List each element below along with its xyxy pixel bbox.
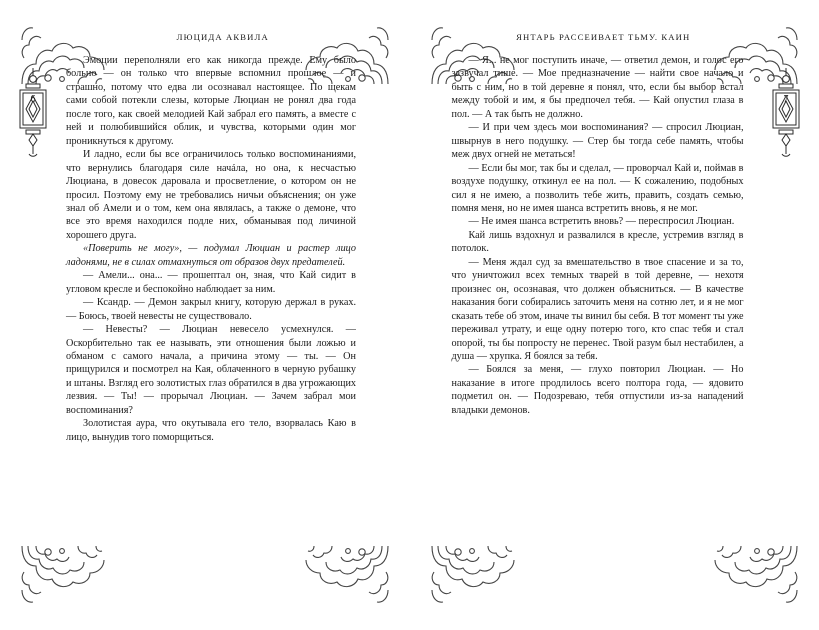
page-number-medallion-left <box>10 66 56 158</box>
paragraph: — И при чем здесь мои воспоминания? — спросил Люциан, швырнув в него подушку. — Стер бы тогда себе память, чтобы меж двух огней не метаться! <box>451 122 744 161</box>
paragraph: Эмоции переполняли его как никогда прежде. Ему было больно — он только что впервые вспомнил прошлое — и страшно, потому что едва ли осознавал настоящее. По щекам сами собой потекли слезы, которые Люциан не ронял два года после того, как своей мелодией Кай забрал его память, а вместе с ней и полюбившийся облик, и чувства, которыми один мог проникнуться к другому. <box>66 55 356 147</box>
paragraph: — Ксандр. — Демон закрыл книгу, которую держал в руках. — Боюсь, твоей невесты не существовало. <box>66 297 356 322</box>
running-head-left: ЛЮЦИДА АКВИЛА <box>176 32 269 42</box>
cloud-ornament-bottom-inner-right-icon <box>428 542 524 612</box>
page-number-left: 6 <box>30 94 36 105</box>
right-page <box>410 0 819 630</box>
page-number-medallion-right <box>763 66 809 158</box>
paragraph: «Поверить не могу», — подумал Люциан и растер лицо ладонями, не в силах отмахнуться от образов двух предателей. <box>66 243 356 268</box>
paragraph: — Амели... она... — прошептал он, зная, что Кай сидит в угловом кресле и беспокойно наблюдает за ним. <box>66 270 356 295</box>
paragraph: — Боялся за меня, — глухо повторил Люциан. — Но наказание в итоге продлилось всего полтора года, — ядовито подметил он. — Подозреваю, тебя отпустили из-за нападений владыки демонов. <box>451 364 744 416</box>
body-text-left <box>66 54 356 444</box>
cloud-ornament-bottom-left-icon <box>18 542 114 612</box>
paragraph: — Невесты? — Люциан невесело усмехнулся. — Оскорбительно так ее называть, эти отношения были ложью и обманом с самого начала, а причина этому — ты. — Он прищурился и посмотрел на Кая, облаченного в черную рубашку и штаны. Взгляд его золотистых глаз обратился в два угрожающих лезвия. — Ты! — прорычал Люциан. — Зачем забрал мои воспоминания? <box>66 324 356 416</box>
running-head-right: ЯНТАРЬ РАССЕИВАЕТ ТЬМУ. КАИН <box>516 32 691 42</box>
cloud-ornament-bottom-inner-left-icon <box>296 542 392 612</box>
paragraph: — Меня ждал суд за вмешательство в твое спасение и за то, что уничтожил всех темных тварей в той деревне, — нехотя произнес он, осознавая, что должен объясниться. — В качестве наказания боги собирались заточить меня на сотню лет, и я не мог сказать тебе об этом, иначе ты винил бы себя. В тот момент ты уже переживал утрату, и еще одну потерю того, кто спас тебя и стал опорой, ты бы попросту не перенес. Твой разум был нестабилен, а душа — хрупка. Я боялся за тебя. <box>451 256 744 362</box>
paragraph: Кай лишь вздохнул и развалился в кресле, устремив взгляд в потолок. <box>451 229 744 255</box>
page-number-right: 7 <box>783 94 789 105</box>
paragraph: — Не имея шанса встретить вновь? — переспросил Люциан. <box>468 216 735 228</box>
paragraph: Золотистая аура, что окутывала его тело, взорвалась Каю в лицо, вынудив того поморщиться. <box>66 418 356 443</box>
cloud-ornament-bottom-right-icon <box>705 542 801 612</box>
paragraph: — Я... не мог поступить иначе, — ответил демон, и голос его зазвучал тише. — Мое предназначение — найти свое начало и быть с ним, но в той деревне я понял, что, если бы выбор встал между тобой и им, я бы предпочел тебя. — Кай опустил глаза в пол. — А так быть не должно. <box>451 55 744 120</box>
paragraph: И ладно, если бы все ограничилось только воспоминаниями, что вернулись благодаря силе начáла, но она, к несчастью Люциана, в довесок даровала и просветление, о котором он не просил. Поэтому ему не требовались ничьи объяснения; он уже знал об Амели и о том, кем она являлась, а также о демоне, что все это время находился подле них, обманывая под личиной хорошего друга. <box>66 149 356 241</box>
body-text-right <box>452 54 744 417</box>
paragraph: — Если бы мог, так бы и сделал, — проворчал Кай и, поймав в воздухе подушку, откинул ее на пол. — К сожалению, подобных сил я не имею, а позволить тебе жить, править, создать семью, помня меня, но не имея шанса встретить вновь, я не мог. <box>451 162 744 214</box>
